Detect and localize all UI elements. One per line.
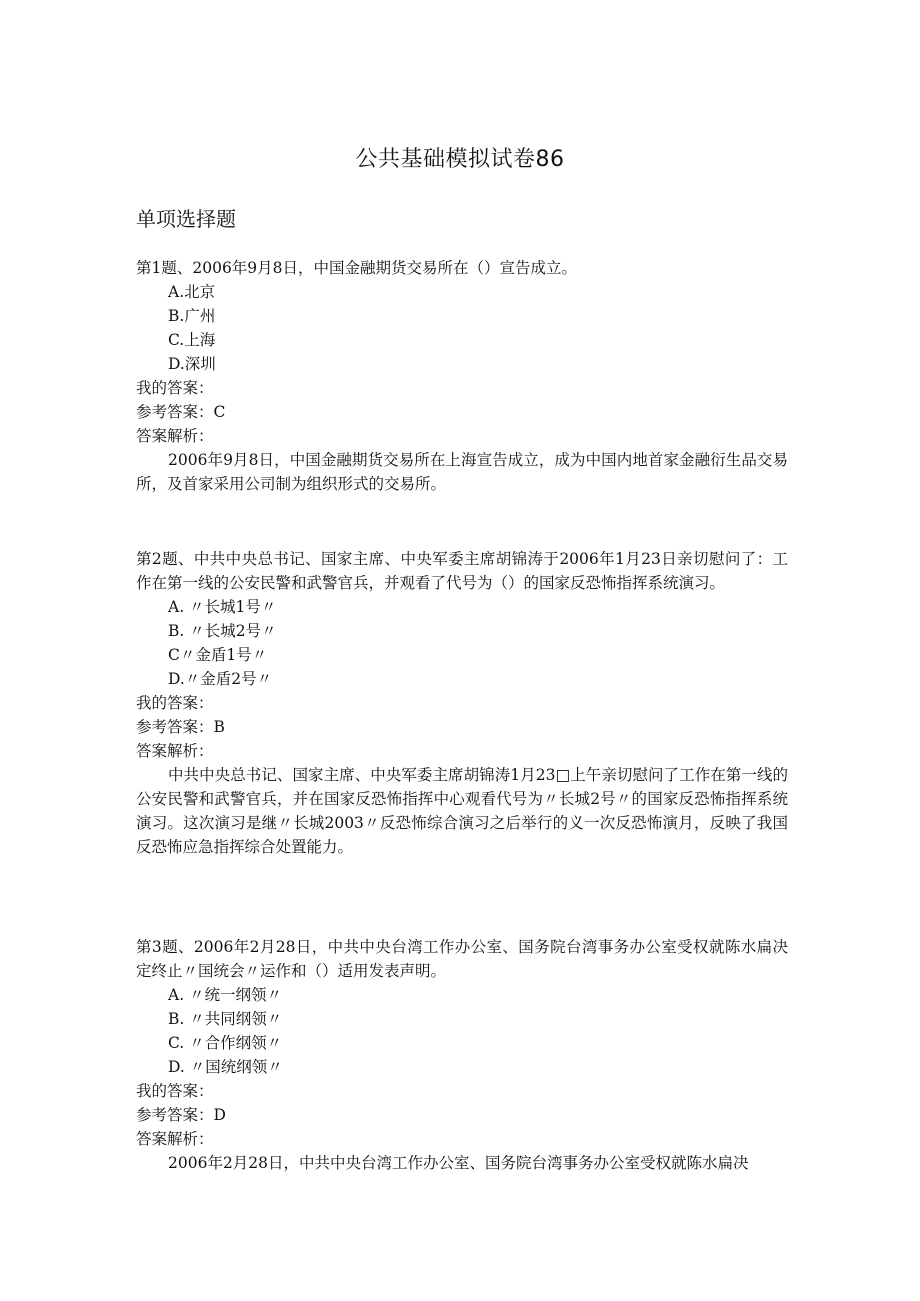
option-b: B. 〃长城2号〃 — [168, 622, 277, 640]
my-answer-label: 我的答案： — [136, 1082, 214, 1100]
reference-answer: 参考答案：D — [136, 1106, 226, 1124]
question-stem: 第3题、2006年2月28日，中共中央台湾工作办公室、国务院台湾事务办公室受权就陈水扁决定终止〃国统会〃运作和（）适用发表声明。 — [136, 938, 788, 980]
analysis-label: 答案解析： — [136, 742, 214, 760]
option-list — [136, 595, 788, 691]
option-c: C.上海 — [168, 331, 216, 349]
my-answer-label: 我的答案： — [136, 694, 214, 712]
option-a: A.北京 — [168, 283, 216, 301]
question-3 — [136, 935, 788, 1175]
option-list — [136, 983, 788, 1079]
option-c: C. 〃合作纲领〃 — [168, 1034, 283, 1052]
analysis-text: 中共中央总书记、国家主席、中央军委主席胡锦涛1月23□上午亲切慰问了工作在第一线的公安民警和武警官兵，并在国家反恐怖指挥中心观看代号为〃长城2号〃的国家反恐怖指挥系统演习。这次演习是继〃长城2003〃反恐怖综合演习之后举行的义一次反恐怖演月，反映了我国反恐怖应急指挥综合处置能力。 — [136, 766, 788, 856]
question-stem: 第1题、2006年9月8日，中国金融期货交易所在（）宣告成立。 — [136, 259, 578, 277]
section-heading: 单项选择题 — [136, 207, 236, 231]
option-list — [136, 280, 788, 376]
question-2 — [136, 547, 788, 859]
analysis-text: 2006年9月8日，中国金融期货交易所在上海宣告成立，成为中国内地首家金融衍生品交易所，及首家采用公司制为组织形式的交易所。 — [136, 451, 788, 493]
option-b: B.广州 — [168, 307, 216, 325]
option-a: A. 〃统一纲领〃 — [168, 986, 283, 1004]
reference-answer: 参考答案：B — [136, 718, 225, 736]
my-answer-label: 我的答案： — [136, 379, 214, 397]
option-c: C〃金盾1号〃 — [168, 646, 268, 664]
option-a: A. 〃长城1号〃 — [168, 598, 277, 616]
option-b: B. 〃共同纲领〃 — [168, 1010, 283, 1028]
option-d: D.深圳 — [168, 355, 216, 373]
option-d: D.〃金盾2号〃 — [168, 670, 273, 688]
analysis-text: 2006年2月28日，中共中央台湾工作办公室、国务院台湾事务办公室受权就陈水扁决 — [168, 1154, 749, 1172]
analysis-label: 答案解析： — [136, 1130, 214, 1148]
reference-answer: 参考答案：C — [136, 403, 226, 421]
analysis-label: 答案解析： — [136, 427, 214, 445]
document-title: 公共基础模拟试卷86 — [355, 147, 565, 172]
question-stem: 第2题、中共中央总书记、国家主席、中央军委主席胡锦涛于2006年1月23日亲切慰问了：工作在第一线的公安民警和武警官兵，并观看了代号为（）的国家反恐怖指挥系统演习。 — [136, 550, 788, 592]
option-d: D. 〃国统纲领〃 — [168, 1058, 283, 1076]
question-1 — [136, 256, 788, 496]
